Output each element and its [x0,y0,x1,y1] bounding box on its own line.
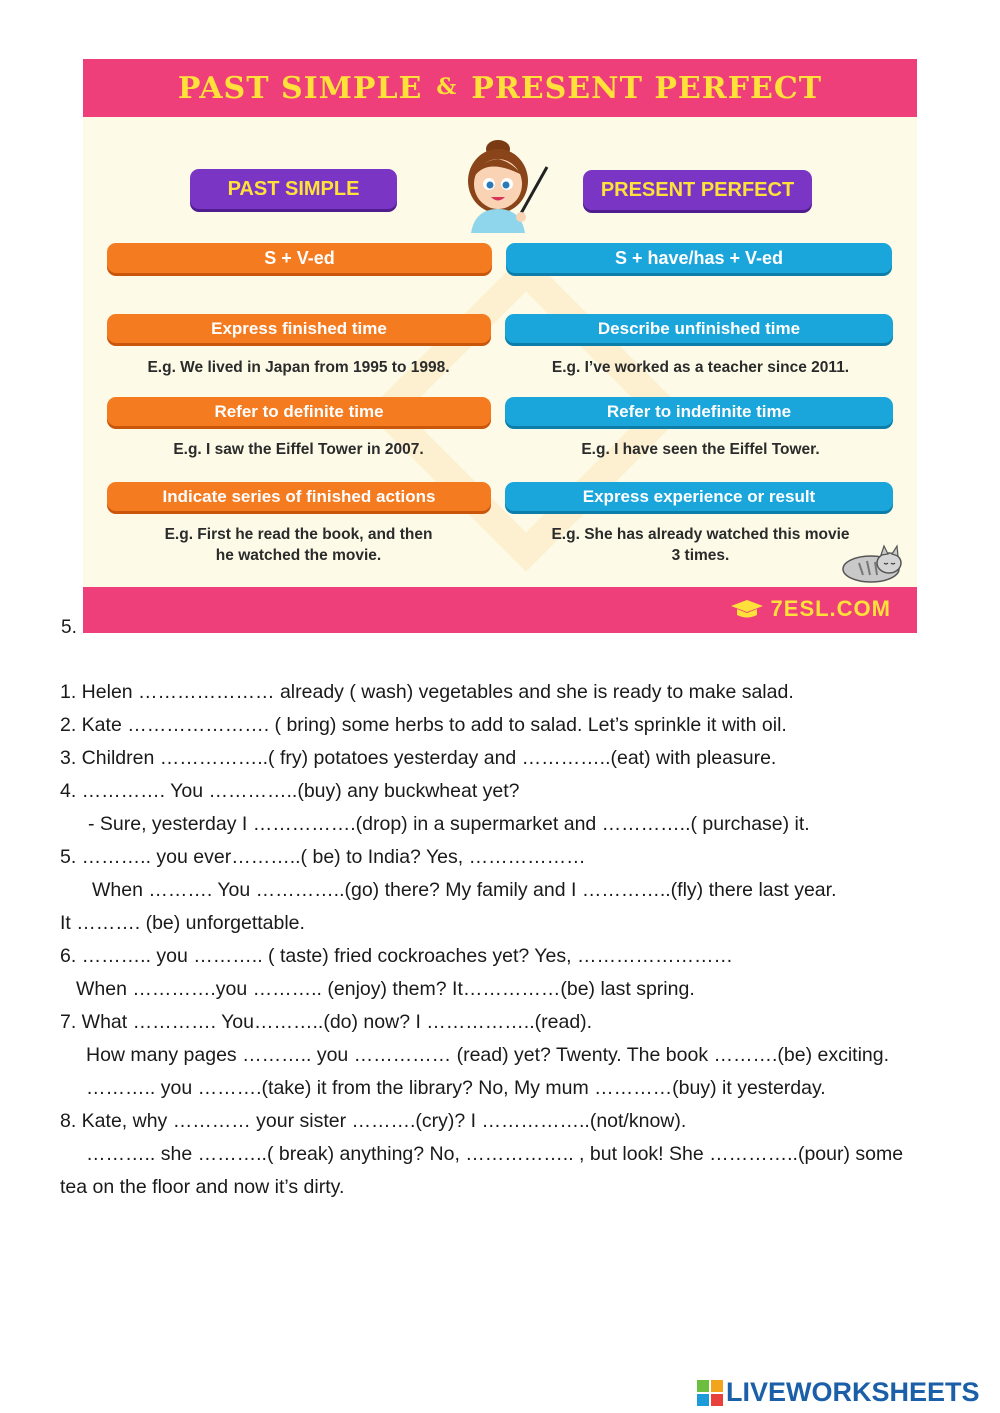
exercise-line: 7. What …………. You………..(do) now? I ……………..(read). [60,1011,593,1033]
exercise-line: It ………. (be) unforgettable. [60,912,305,934]
poster-brand-text: 7ESL.COM [770,596,891,621]
question-number: 5. [61,617,77,638]
exercise-line: When ………….you ……….. (enjoy) them? It……………(be) last spring. [76,978,695,1000]
poster-title-left: PAST SIMPLE [177,70,423,106]
present-perfect-heading: PRESENT PERFECT [583,170,812,210]
exercise-line: 2. Kate …………………. ( bring) some herbs to add to salad. Let’s sprinkle it with oil. [60,714,787,736]
exercise-line: 3. Children ……………..( fry) potatoes yesterday and …………..(eat) with pleasure. [60,747,777,769]
past-use-1-example: E.g. We lived in Japan from 1995 to 1998. [147,359,450,376]
past-use-3-example: E.g. First he read the book, and then he watched the movie. [164,526,433,564]
poster-brand [729,596,891,622]
past-use-3-label: Indicate series of finished actions [107,482,491,511]
exercise-line: 6. ……….. you ……….. ( taste) fried cockroaches yet? Yes, …………………… [60,945,733,967]
exercise-line: tea on the floor and now it’s dirty. [60,1176,345,1198]
poster-header [83,59,917,117]
poster-title-amp: & [436,73,458,100]
liveworksheets-text: LIVEWORKSHEETS [726,1377,980,1407]
poster-footer [83,587,917,633]
past-use-2-label: Refer to definite time [107,397,491,426]
grammar-poster [83,59,917,633]
perfect-use-3-example: E.g. She has already watched this movie 3 times. [551,526,850,564]
exercise-line: When ………. You …………..(go) there? My family and I …………..(fly) there last year. [92,879,837,901]
liveworksheets-grid-icon [697,1380,723,1406]
poster-title [178,71,822,106]
perfect-use-3-label: Express experience or result [505,482,893,511]
perfect-use-2-example: E.g. I have seen the Eiffel Tower. [581,441,820,458]
past-use-1-label: Express finished time [107,314,491,343]
exercise-line: 8. Kate, why ………… your sister ……….(cry)? I ……………..(not/know). [60,1110,687,1132]
teacher-illustration-icon [457,137,557,233]
past-simple-heading: PAST SIMPLE [190,169,397,209]
exercise-line: ……….. she ………..( break) anything? No, …………….. , but look! She …………..(pour) some [86,1143,904,1165]
poster-title-right: PRESENT PERFECT [471,70,823,106]
perfect-use-2-label: Refer to indefinite time [505,397,893,426]
liveworksheets-logo [697,1377,980,1408]
perfect-use-1-example: E.g. I’ve worked as a teacher since 2011. [551,359,850,376]
exercise-line: 4. …………. You …………..(buy) any buckwheat yet? [60,780,520,802]
perfect-use-1-label: Describe unfinished time [505,314,893,343]
graduation-cap-icon [729,598,765,620]
exercise-line: 5. ……….. you ever………..( be) to India? Yes, ……………… [60,846,586,868]
exercise-line: 1. Helen ………………… already ( wash) vegetables and she is ready to make salad. [60,681,794,703]
exercise-line: - Sure, yesterday I …………….(drop) in a supermarket and …………..( purchase) it. [88,813,810,835]
past-use-2-example: E.g. I saw the Eiffel Tower in 2007. [173,441,424,458]
present-perfect-formula: S + have/has + V-ed [506,243,892,273]
exercise-line: How many pages ……….. you …………… (read) yet? Twenty. The book ……….(be) exciting. [86,1044,890,1066]
exercise-line: ……….. you ……….(take) it from the library? No, My mum …………(buy) it yesterday. [86,1077,826,1099]
past-simple-formula: S + V-ed [107,243,492,273]
sleeping-cat-icon [839,543,905,583]
